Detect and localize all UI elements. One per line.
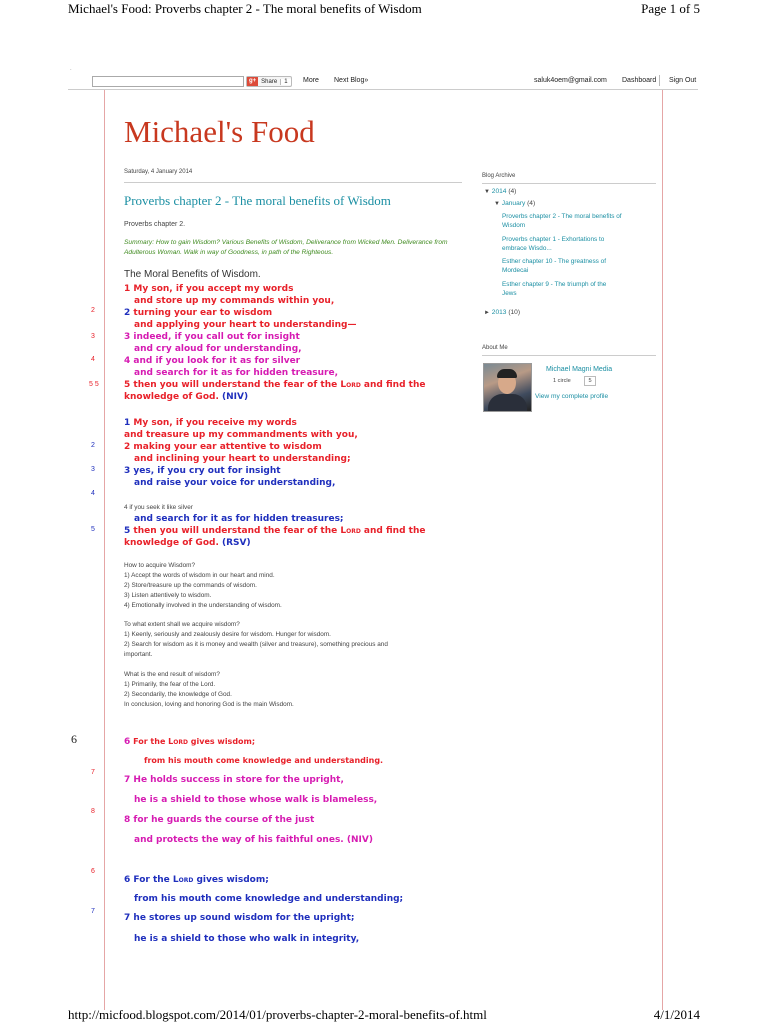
margin-number: 6 <box>71 732 77 746</box>
chapter-reference: Proverbs chapter 2. <box>124 221 186 228</box>
list-item: 1) Keenly, seriously and zealously desire for wisdom. Hunger for wisdom. <box>124 631 331 638</box>
verse-number: 6 <box>124 737 131 747</box>
margin-number: 6 <box>91 868 95 875</box>
verse-number: 5 <box>124 526 131 536</box>
verse-number: 8 <box>124 815 131 825</box>
blog-archive-heading: Blog Archive <box>482 173 516 179</box>
verse-text: and if you look for it as for silver <box>133 356 301 366</box>
date-rule <box>124 182 462 183</box>
share-count: 1 <box>280 79 290 85</box>
list-item: 1) Accept the words of wisdom in our heart and mind. <box>124 572 275 579</box>
verse-number: 7 <box>124 913 131 923</box>
rsv-verse-1b: and treasure up my commandments with you, <box>124 430 358 440</box>
verse-text: and protects the way of his faithful ones. <box>134 835 344 845</box>
gplus-share-button[interactable] <box>246 76 292 87</box>
verse-4a <box>124 356 300 366</box>
archive-year-count: (10) <box>508 309 521 316</box>
verse-number: 3 <box>124 332 131 342</box>
archive-month-january[interactable] <box>494 200 535 207</box>
extent-heading: To what extent shall we acquire wisdom? <box>124 621 240 628</box>
rsv-verse-6 <box>124 875 269 885</box>
post-date: Saturday, 4 January 2014 <box>124 169 193 175</box>
verse-text: gives wisdom; <box>193 875 269 885</box>
rsv-verse-6b: from his mouth come knowledge and understanding; <box>134 894 404 904</box>
verse-1b: and store up my commands within you, <box>134 296 335 306</box>
verse-number: 2 <box>124 442 131 452</box>
complete-profile-link[interactable]: View my complete profile <box>535 393 609 400</box>
verse-text: for he guards the course of the just <box>133 815 315 825</box>
lord-smallcaps: Lord <box>340 526 361 536</box>
verse-text: For the <box>133 737 169 746</box>
verse-7b: he is a shield to those whose walk is blameless, <box>134 795 378 805</box>
verse-text: he stores up sound wisdom for the upright; <box>133 913 355 923</box>
verse-8 <box>124 815 314 825</box>
rsv-verse-2b: and inclining your heart to understanding; <box>134 454 351 464</box>
list-item: 2) Secondarily, the knowledge of God. <box>124 691 232 698</box>
list-item: 2) Store/treasure up the commands of wisdom. <box>124 582 257 589</box>
verse-text: and find the <box>360 526 426 536</box>
margin-number: 7 <box>91 908 95 915</box>
verse-number: 2 <box>124 308 131 318</box>
print-url: http://micfood.blogspot.com/2014/01/proverbs-chapter-2-moral-benefits-of.html <box>68 1007 487 1022</box>
search-input[interactable] <box>92 76 244 87</box>
verse-number: 1 <box>124 284 131 294</box>
extent-section <box>124 620 388 660</box>
print-title: Michael's Food: Proverbs chapter 2 - The moral benefits of Wisdom <box>68 1 422 16</box>
list-item: 2) Search for wisdom as it is money and wealth (silver and treasure), something precious and <box>124 641 388 648</box>
blog-title[interactable]: Michael's Food <box>124 114 315 149</box>
section-heading: The Moral Benefits of Wisdom. <box>124 269 261 280</box>
margin-number: 7 <box>91 769 95 776</box>
verse-number: 5 <box>124 380 131 390</box>
verse-7 <box>124 775 344 785</box>
post-summary: Summary: How to gain Wisdom? Various Benefits of Wisdom, Deliverance from Wicked Men. Deliverance from Adulterous Woman. Walk in way of Goodness, in path of the Righteous. <box>124 239 448 256</box>
archive-year-label: 2013 <box>491 309 507 316</box>
rsv-verse-5a <box>124 526 425 536</box>
verse-text: then you will understand the fear of the <box>133 526 341 536</box>
verse-number: 3 <box>124 466 131 476</box>
sidebar-rule <box>482 355 656 356</box>
stray-dot: . <box>70 66 72 72</box>
margin-number: 2 <box>91 307 95 314</box>
sign-out-link[interactable]: Sign Out <box>669 77 697 84</box>
rsv-verse-3b: and raise your voice for understanding, <box>134 478 336 488</box>
margin-number: 4 <box>91 490 95 497</box>
rsv-verse-3a <box>124 466 281 476</box>
user-email: saluk4oem@gmail.com <box>534 77 607 84</box>
dashboard-link[interactable]: Dashboard <box>622 77 657 84</box>
verse-number: 6 <box>124 875 131 885</box>
share-label: Share <box>261 78 278 85</box>
verse-text: My son, if you accept my words <box>133 284 294 294</box>
verse-3a <box>124 332 300 342</box>
plain-line: 4 if you seek it like silver <box>124 504 193 511</box>
version-label: (NIV) <box>346 835 373 845</box>
verse-text: and find the <box>360 380 426 390</box>
print-date: 4/1/2014 <box>653 1007 700 1022</box>
verse-text: yes, if you cry out for insight <box>133 466 281 476</box>
rsv-verse-5b <box>124 538 251 548</box>
margin-number: 3 <box>91 333 95 340</box>
verse-number: 1 <box>124 418 131 428</box>
list-item: 1) Primarily, the fear of the Lord. <box>124 681 216 688</box>
print-page-number: Page 1 of 5 <box>641 1 700 16</box>
margin-number: 3 <box>91 466 95 473</box>
result-section <box>124 670 294 710</box>
blogger-navbar <box>68 72 698 90</box>
list-item: 4) Emotionally involved in the understanding of wisdom. <box>124 602 282 609</box>
list-item: important. <box>124 651 153 658</box>
archive-month-count: (4) <box>527 200 536 207</box>
verse-2b: and applying your heart to understanding— <box>134 320 357 330</box>
how-to-section <box>124 561 282 611</box>
verse-text: knowledge of God. <box>124 538 219 548</box>
verse-text: making your ear attentive to wisdom <box>133 442 322 452</box>
lord-smallcaps: Lord <box>172 875 194 885</box>
next-blog-link[interactable]: Next Blog» <box>334 77 369 84</box>
verse-6 <box>124 737 255 747</box>
profile-photo[interactable] <box>483 363 532 412</box>
margin-number: 8 <box>91 808 95 815</box>
verse-6b: from his mouth come knowledge and understanding. <box>144 756 384 765</box>
rsv-verse-4b: and search for it as for hidden treasures; <box>134 514 344 524</box>
page-frame-right <box>662 90 663 1010</box>
expanded-triangle-icon: ▼ <box>484 189 490 195</box>
circles-label: 1 circle <box>553 378 571 384</box>
photo-suit <box>488 394 527 411</box>
version-label: (RSV) <box>222 538 251 548</box>
print-footer <box>68 1007 700 1023</box>
rsv-verse-1a <box>124 418 297 428</box>
archive-post-link[interactable]: Esther chapter 10 - The greatness of Mordecai <box>502 258 606 274</box>
print-header <box>68 1 700 17</box>
margin-number: 4 <box>91 356 95 363</box>
verse-2a <box>124 308 272 318</box>
lord-smallcaps: Lord <box>168 737 188 746</box>
result-heading: What is the end result of wisdom? <box>124 671 220 678</box>
verse-number: 4 <box>124 356 131 366</box>
verse-8b <box>124 835 373 845</box>
archive-post-link[interactable]: Proverbs chapter 1 - Exhortations to embrace Wisdo... <box>502 236 605 252</box>
sidebar-rule <box>482 183 656 184</box>
margin-number: 2 <box>91 442 95 449</box>
archive-year-label: 2014 <box>491 188 507 195</box>
rsv-verse-7b: he is a shield to those who walk in integrity, <box>134 934 360 944</box>
verse-text: gives wisdom; <box>187 737 256 746</box>
archive-year-count: (4) <box>508 188 517 195</box>
verse-4b: and search for it as for hidden treasure, <box>134 368 338 378</box>
gplus-icon: g+ <box>249 78 257 84</box>
verse-text: indeed, if you call out for insight <box>133 332 300 342</box>
collapsed-triangle-icon: ► <box>484 310 490 316</box>
profile-name-link[interactable]: Michael Magni Media <box>546 366 613 373</box>
verse-text: knowledge of God. <box>124 392 219 402</box>
list-item: In conclusion, loving and honoring God is the main Wisdom. <box>124 701 294 708</box>
navbar-divider <box>659 75 660 86</box>
how-to-heading: How to acquire Wisdom? <box>124 562 196 569</box>
verse-text: turning your ear to wisdom <box>133 308 273 318</box>
circles-count-badge: 5 <box>584 376 596 386</box>
verse-text: then you will understand the fear of the <box>133 380 341 390</box>
archive-year-2013[interactable] <box>484 309 520 316</box>
verse-1a <box>124 284 293 294</box>
verse-5a <box>124 380 425 390</box>
margin-number: 5 <box>91 526 95 533</box>
rsv-verse-2a <box>124 442 322 452</box>
expanded-triangle-icon: ▼ <box>494 201 500 207</box>
archive-month-label: January <box>501 200 526 207</box>
page-frame-left <box>104 90 105 1010</box>
about-me-heading: About Me <box>482 345 508 351</box>
archive-post-link[interactable]: Proverbs chapter 2 - The moral benefits of Wisdom <box>502 213 622 229</box>
verse-text: My son, if you receive my words <box>133 418 297 428</box>
rsv-verse-7 <box>124 913 354 923</box>
verse-3b: and cry aloud for understanding, <box>134 344 302 354</box>
verse-number: 7 <box>124 775 131 785</box>
archive-year-2014[interactable] <box>484 188 516 195</box>
more-link[interactable]: More <box>303 77 319 84</box>
rsv-verse-4-plain <box>124 503 193 513</box>
margin-number: 5 5 <box>89 381 99 388</box>
archive-post-link[interactable]: Esther chapter 9 - The triumph of the Jews <box>502 281 607 297</box>
version-label: (NIV) <box>222 392 249 402</box>
post-title[interactable]: Proverbs chapter 2 - The moral benefits of Wisdom <box>124 193 391 208</box>
verse-text: He holds success in store for the upright, <box>133 775 344 785</box>
lord-smallcaps: Lord <box>340 380 361 390</box>
verse-text: For the <box>133 875 173 885</box>
list-item: 3) Listen attentively to wisdom. <box>124 592 212 599</box>
verse-5b <box>124 392 248 402</box>
photo-hair <box>497 369 517 378</box>
